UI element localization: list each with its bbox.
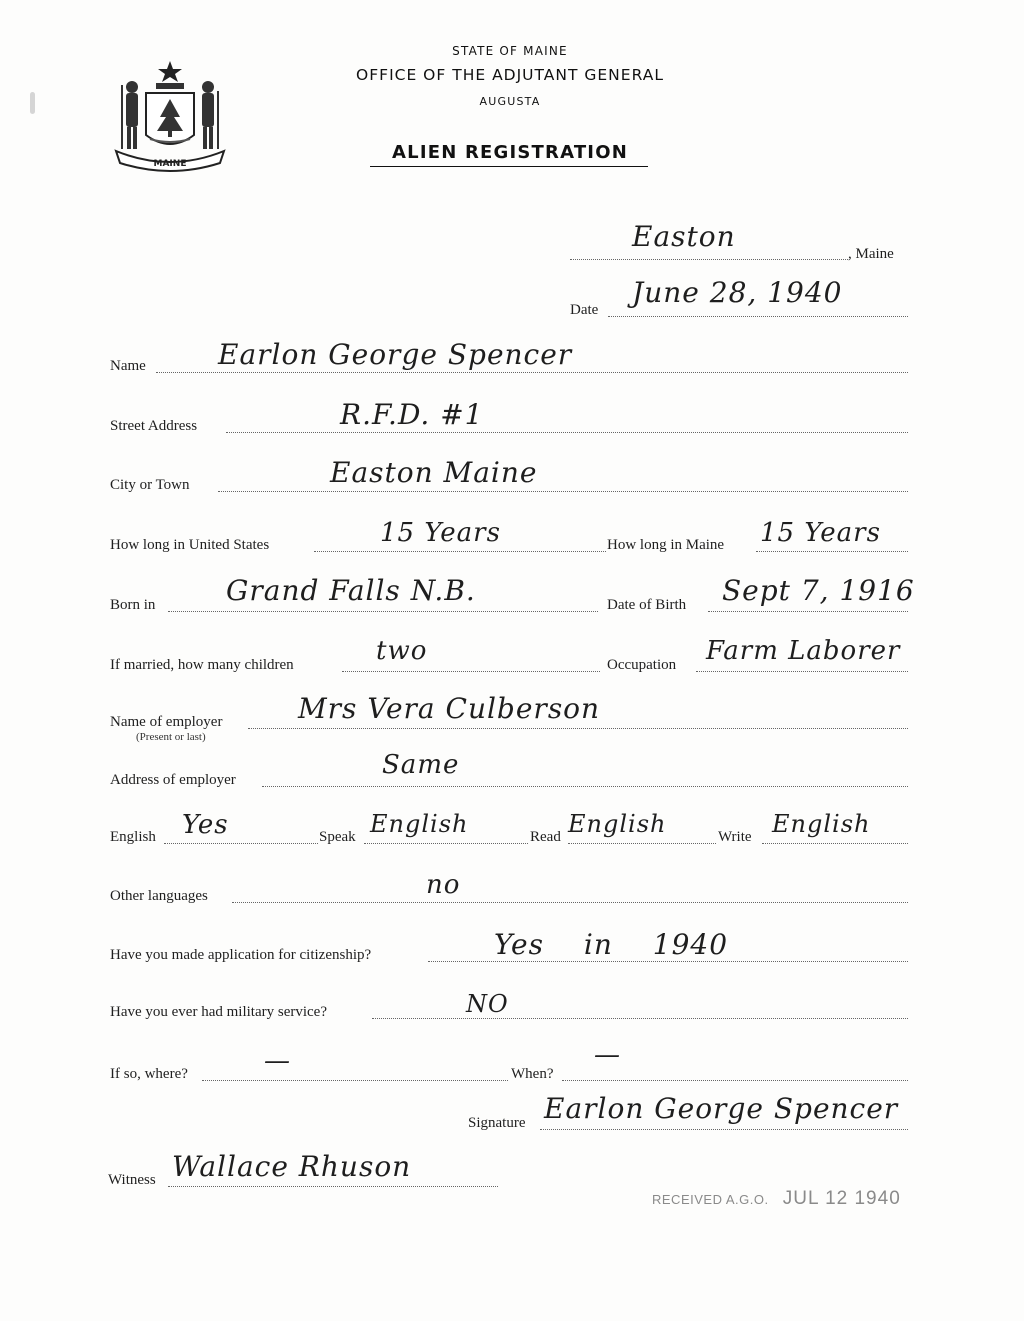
street-entry: R.F.D. #1 bbox=[340, 398, 484, 431]
signature-label: Signature bbox=[468, 1115, 526, 1131]
received-stamp bbox=[652, 1188, 901, 1210]
citizenship-label: Have you made application for citizenship? bbox=[110, 947, 372, 963]
maine-label: , Maine bbox=[848, 246, 894, 262]
title-underline bbox=[370, 166, 648, 167]
english-line bbox=[164, 843, 318, 844]
speak-line bbox=[364, 843, 528, 844]
when-entry: — bbox=[594, 1040, 621, 1070]
where-label: If so, where? bbox=[110, 1066, 188, 1082]
military-line bbox=[372, 1018, 908, 1019]
read-label: Read bbox=[530, 829, 561, 845]
margin-mark bbox=[30, 92, 35, 114]
military-label: Have you ever had military service? bbox=[110, 1004, 327, 1020]
header-state: STATE OF MAINE bbox=[452, 44, 568, 58]
when-line bbox=[562, 1080, 908, 1081]
other-languages-label: Other languages bbox=[110, 888, 208, 904]
born-in-label: Born in bbox=[110, 597, 156, 613]
dob-label: Date of Birth bbox=[607, 597, 687, 613]
occupation-line bbox=[696, 671, 908, 672]
witness-line bbox=[168, 1186, 498, 1187]
employer-address-label: Address of employer bbox=[110, 772, 236, 788]
citizenship-entry: Yes in 1940 bbox=[494, 928, 729, 961]
header-city: AUGUSTA bbox=[479, 95, 541, 108]
children-label: If married, how many children bbox=[110, 657, 294, 673]
form-title: ALIEN REGISTRATION bbox=[392, 142, 628, 163]
town-line bbox=[570, 259, 848, 260]
where-entry: — bbox=[264, 1046, 291, 1076]
signature-entry: Earlon George Spencer bbox=[544, 1092, 899, 1125]
how-long-us-label: How long in United States bbox=[110, 537, 270, 553]
how-long-maine-line bbox=[756, 551, 908, 552]
how-long-us-entry: 15 Years bbox=[380, 518, 501, 548]
write-line bbox=[762, 843, 908, 844]
occupation-label: Occupation bbox=[607, 657, 677, 673]
employer-address-line bbox=[262, 786, 908, 787]
city-label: City or Town bbox=[110, 477, 190, 493]
born-in-line bbox=[168, 611, 598, 612]
children-entry: two bbox=[376, 636, 428, 666]
speak-label: Speak bbox=[319, 829, 356, 845]
employer-label: Name of employer bbox=[110, 714, 223, 730]
english-label: English bbox=[110, 829, 156, 845]
english-entry: Yes bbox=[182, 810, 229, 840]
maine-state-seal-icon bbox=[110, 55, 230, 177]
street-line bbox=[226, 432, 908, 433]
date-entry: June 28, 1940 bbox=[632, 276, 843, 309]
witness-label: Witness bbox=[108, 1172, 156, 1188]
name-label: Name bbox=[110, 358, 146, 374]
city-line bbox=[218, 491, 908, 492]
header-office: OFFICE OF THE ADJUTANT GENERAL bbox=[356, 66, 664, 84]
read-line bbox=[568, 843, 716, 844]
dob-line bbox=[708, 611, 908, 612]
employer-entry: Mrs Vera Culberson bbox=[298, 692, 601, 725]
name-entry: Earlon George Spencer bbox=[218, 338, 573, 371]
dob-entry: Sept 7, 1916 bbox=[722, 574, 915, 607]
signature-line bbox=[540, 1129, 908, 1130]
occupation-entry: Farm Laborer bbox=[706, 636, 901, 666]
read-entry: English bbox=[568, 810, 667, 838]
military-entry: NO bbox=[466, 990, 509, 1018]
name-line bbox=[156, 372, 908, 373]
when-label: When? bbox=[511, 1066, 554, 1082]
how-long-maine-label: How long in Maine bbox=[607, 537, 725, 553]
city-entry: Easton Maine bbox=[330, 456, 538, 489]
write-entry: English bbox=[772, 810, 871, 838]
children-line bbox=[342, 671, 600, 672]
other-languages-entry: no bbox=[426, 870, 461, 900]
employer-line bbox=[248, 728, 908, 729]
how-long-maine-entry: 15 Years bbox=[760, 518, 881, 548]
seal-ribbon-text: MAINE bbox=[153, 159, 187, 169]
citizenship-line bbox=[428, 961, 908, 962]
stamp-date: JUL 12 1940 bbox=[782, 1188, 901, 1209]
street-label: Street Address bbox=[110, 418, 198, 434]
witness-entry: Wallace Rhuson bbox=[172, 1150, 412, 1183]
date-line bbox=[608, 316, 908, 317]
town-entry: Easton bbox=[632, 220, 736, 253]
employer-sublabel: (Present or last) bbox=[136, 731, 206, 743]
write-label: Write bbox=[718, 829, 752, 845]
where-line bbox=[202, 1080, 508, 1081]
born-in-entry: Grand Falls N.B. bbox=[226, 574, 476, 607]
other-languages-line bbox=[232, 902, 908, 903]
employer-address-entry: Same bbox=[382, 750, 460, 780]
date-label: Date bbox=[570, 302, 599, 318]
how-long-us-line bbox=[314, 551, 606, 552]
speak-entry: English bbox=[370, 810, 469, 838]
stamp-received-text: RECEIVED A.G.O. bbox=[652, 1192, 769, 1207]
